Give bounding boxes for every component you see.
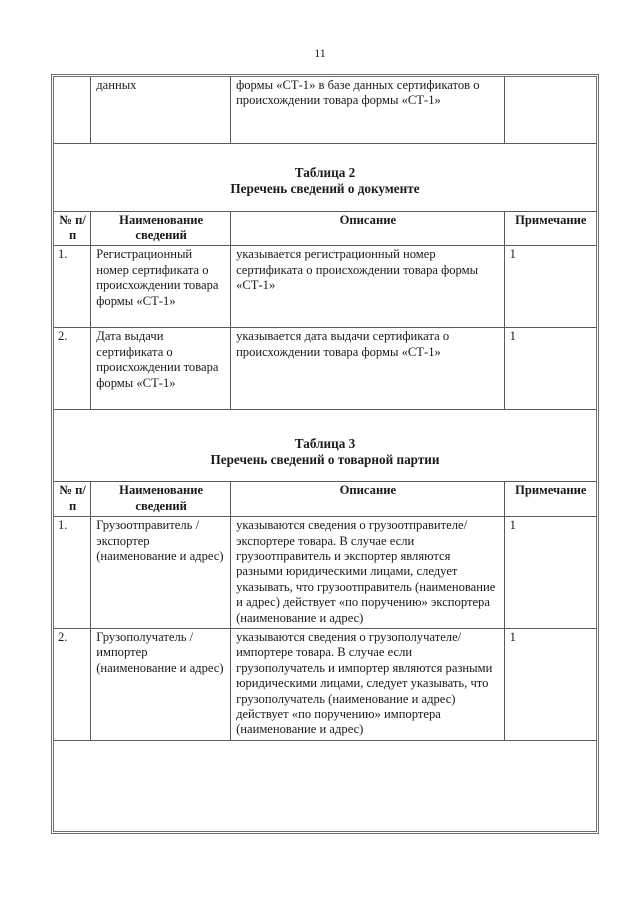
table-row xyxy=(54,77,596,143)
row-number: 1. xyxy=(54,517,91,629)
table3-subtitle: Перечень сведений о товарной партии xyxy=(210,452,440,468)
row-name: Грузоотправитель / экспортер (наименование и адрес) xyxy=(91,517,231,629)
table3-title: Таблица 3 xyxy=(294,436,356,452)
table-row xyxy=(54,246,596,328)
row-description: указываются сведения о грузоотправителе/экспортере товара. В случае если грузоотправитель и экспортер являются разными юридическими лицами, следует указывать, что грузоотправитель (наименование и адрес) действует «по поручению» экспортера (наименование и адрес) xyxy=(231,517,505,629)
table-cell: формы «СТ-1» в базе данных сертификатов о происхождении товара формы «СТ-1» xyxy=(231,77,505,143)
header-description: Описание xyxy=(231,211,505,246)
row-number: 2. xyxy=(54,328,91,410)
table-row xyxy=(54,328,596,410)
table-cell xyxy=(504,77,596,143)
header-name: Наименование сведений xyxy=(91,211,231,246)
header-number: № п/п xyxy=(54,211,91,246)
row-note: 1 xyxy=(504,328,596,410)
table2-subtitle: Перечень сведений о документе xyxy=(230,180,420,196)
table-row xyxy=(54,517,596,629)
row-note: 1 xyxy=(504,628,596,740)
row-number: 2. xyxy=(54,628,91,740)
row-description: указывается регистрационный номер сертификата о происхождении товара формы «СТ-1» xyxy=(231,246,505,328)
page-number: 11 xyxy=(314,46,326,60)
table-3 xyxy=(54,481,596,741)
table-header-row xyxy=(54,482,596,517)
row-note: 1 xyxy=(504,517,596,629)
row-number: 1. xyxy=(54,246,91,328)
table-2 xyxy=(54,211,596,411)
header-description: Описание xyxy=(231,482,505,517)
row-note: 1 xyxy=(504,246,596,328)
row-name: Регистрационный номер сертификата о происхождении товара формы «СТ-1» xyxy=(91,246,231,328)
table3-caption xyxy=(54,436,596,468)
header-name: Наименование сведений xyxy=(91,482,231,517)
document-frame xyxy=(51,74,599,834)
table-header-row xyxy=(54,211,596,246)
continued-table xyxy=(54,77,596,144)
table2-title: Таблица 2 xyxy=(294,164,356,180)
row-name: Дата выдачи сертификата о происхождении товара формы «СТ-1» xyxy=(91,328,231,410)
row-description: указывается дата выдачи сертификата о происхождении товара формы «СТ-1» xyxy=(231,328,505,410)
header-note: Примечание xyxy=(504,211,596,246)
row-description: указываются сведения о грузополучателе/импортере товара. В случае если грузополучатель и импортер являются разными юридическими лицами, следует указывать, что грузополучатель (наименование и адрес) действует «по поручению» импортера (наименование и адрес) xyxy=(231,628,505,740)
table-cell xyxy=(54,77,91,143)
header-number: № п/п xyxy=(54,482,91,517)
table-cell: данных xyxy=(91,77,231,143)
table2-caption xyxy=(54,165,596,197)
table-row xyxy=(54,628,596,740)
row-name: Грузополучатель / импортер (наименование и адрес) xyxy=(91,628,231,740)
header-note: Примечание xyxy=(504,482,596,517)
